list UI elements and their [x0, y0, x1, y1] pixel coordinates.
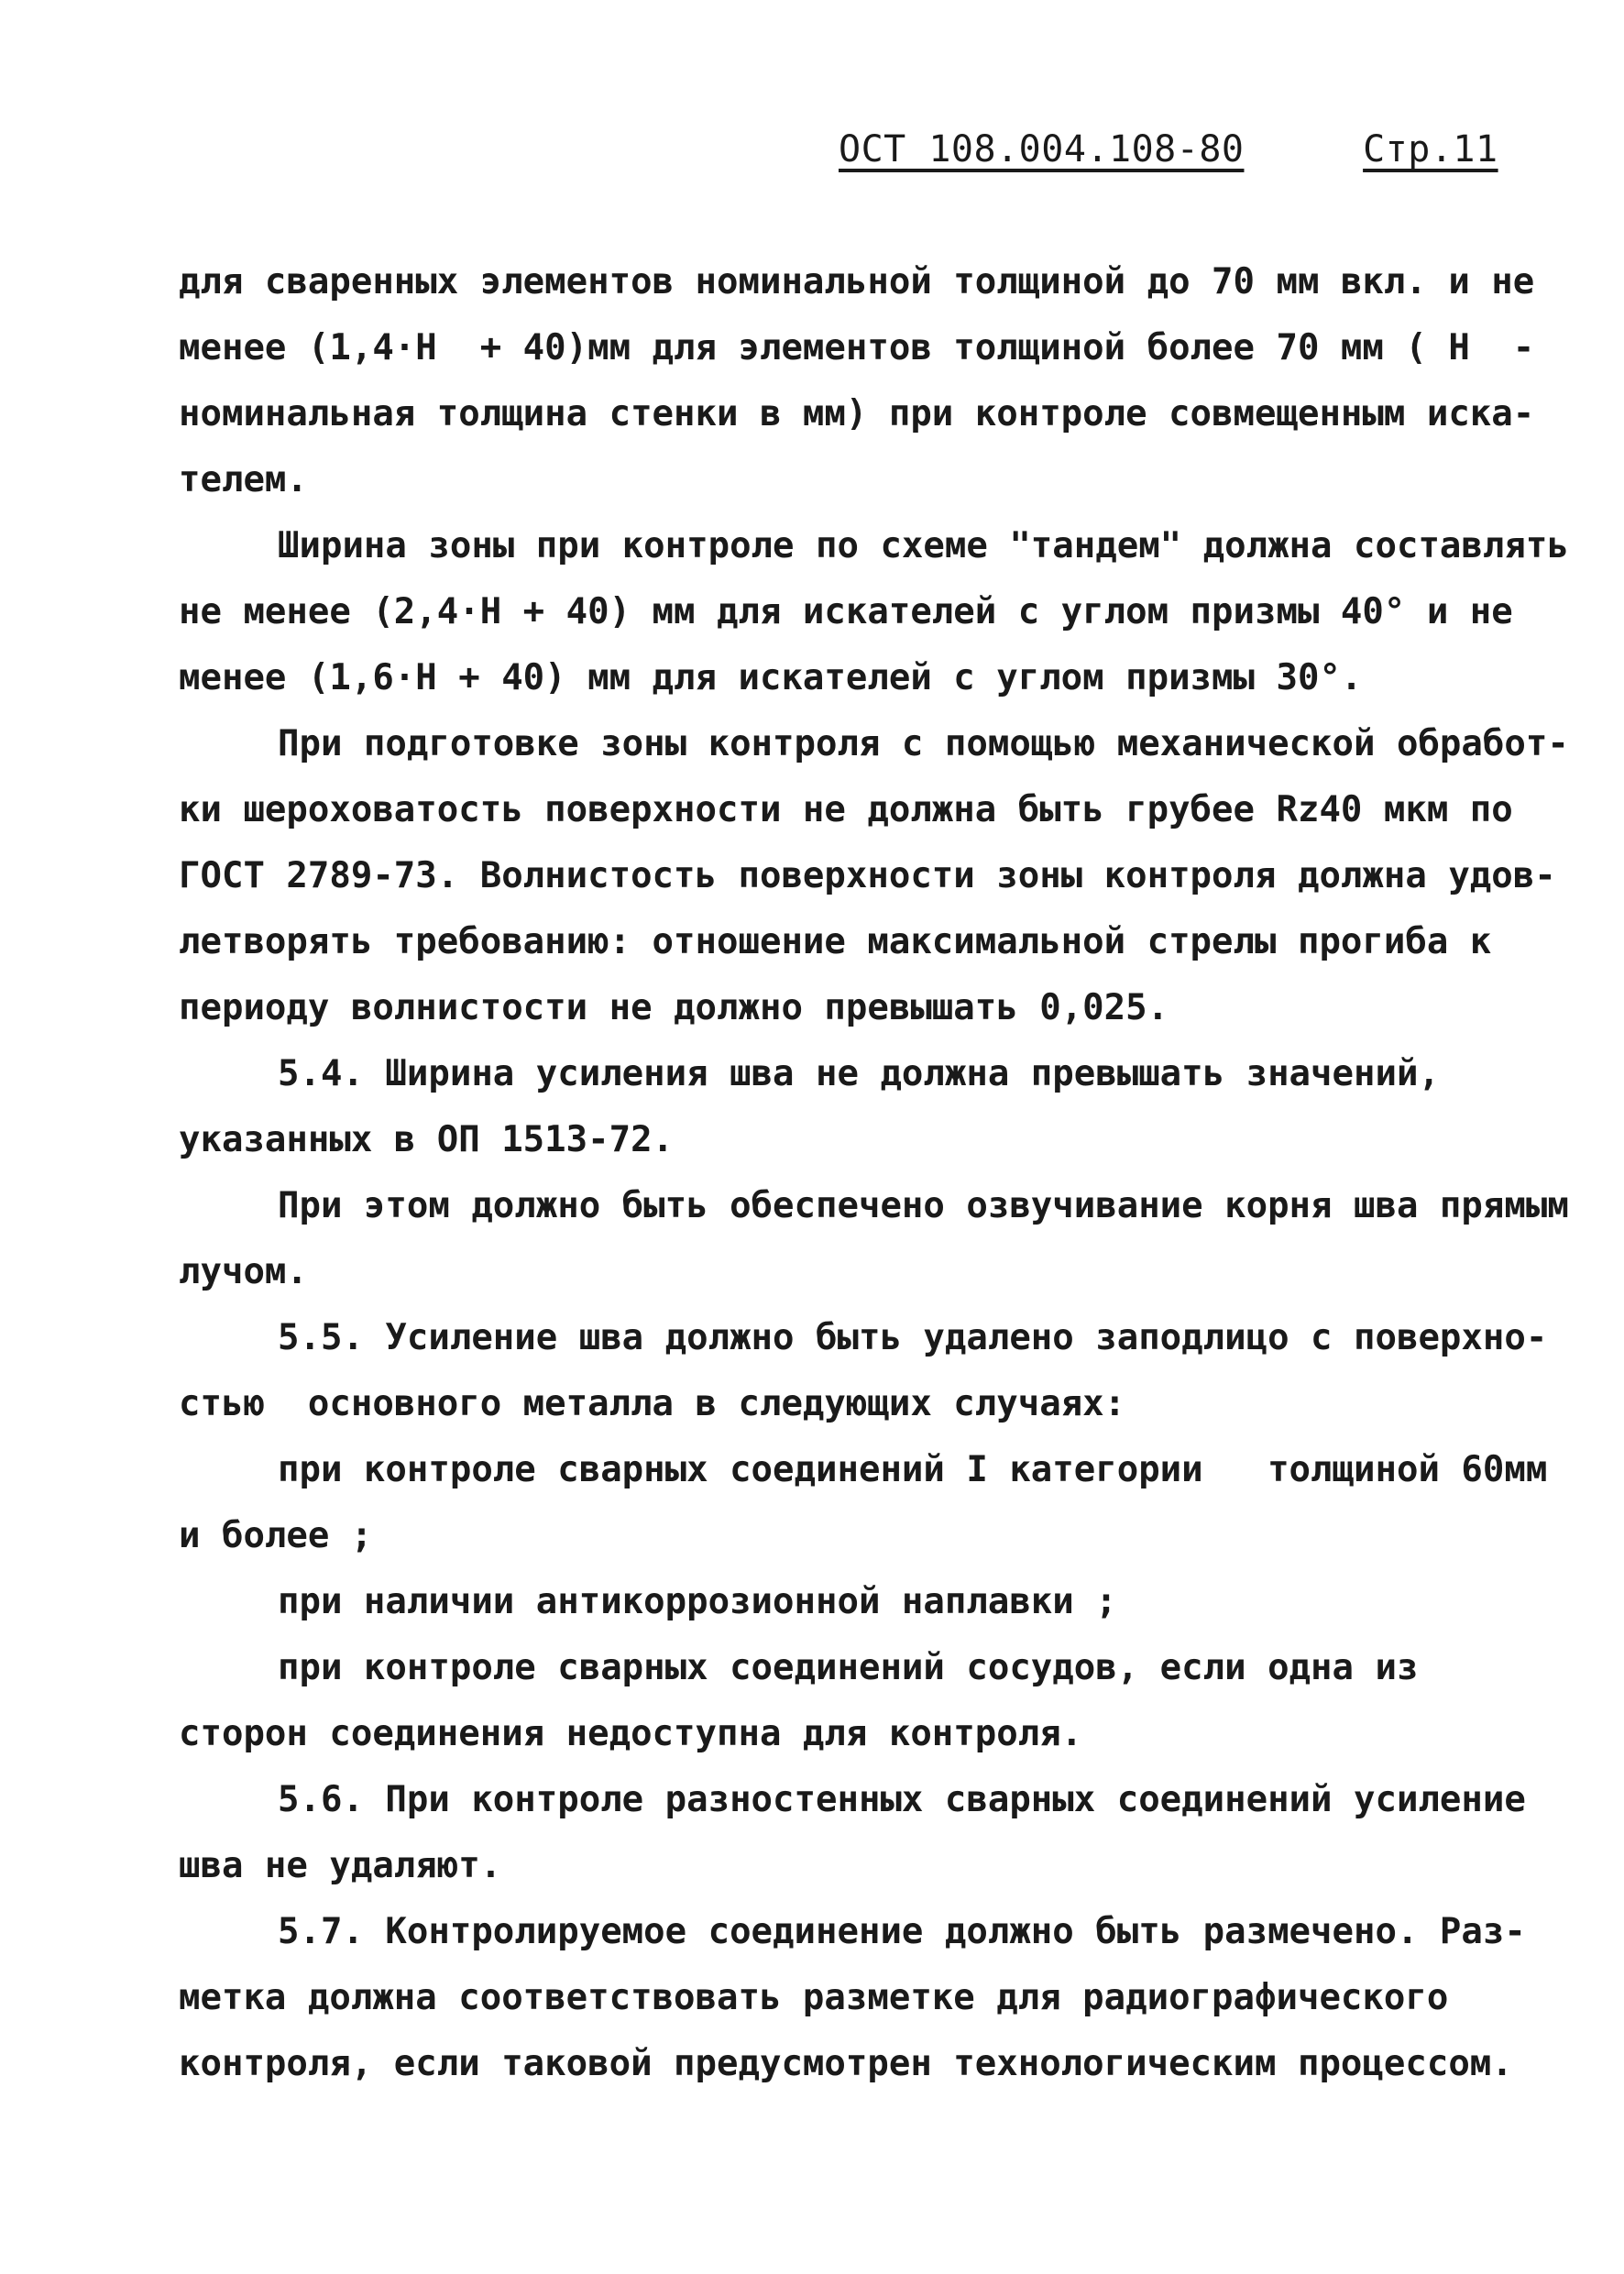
- document-number: ОСТ 108.004.108-80: [839, 128, 1245, 170]
- text-line: менее (1,6·Н + 40) мм для искателей с углом призмы 30°.: [179, 657, 1363, 698]
- text-line: Ширина зоны при контроле по схеме "тандем" должна составлять: [278, 525, 1569, 566]
- document-body: [179, 249, 1569, 2097]
- text-line: 5.4. Ширина усиления шва не должна превышать значений,: [278, 1053, 1440, 1094]
- text-line: и более ;: [179, 1515, 373, 1556]
- text-line: при контроле сварных соединений сосудов, если одна из: [278, 1647, 1419, 1688]
- text-line: стью основного металла в следующих случаях:: [179, 1383, 1126, 1424]
- text-line: ГОСТ 2789-73. Волнистость поверхности зоны контроля должна удов-: [179, 855, 1556, 896]
- text-line: сторон соединения недоступна для контроля.: [179, 1713, 1083, 1754]
- text-line: номинальная толщина стенки в мм) при контроле совмещенным иска-: [179, 393, 1535, 434]
- text-line: шва не удаляют.: [179, 1845, 502, 1886]
- text-line: летворять требованию: отношение максимальной стрелы прогиба к: [179, 921, 1492, 962]
- text-line: ки шероховатость поверхности не должна быть грубее Rz40 мкм по: [179, 789, 1513, 830]
- text-line: 5.5. Усиление шва должно быть удалено заподлицо с поверхно-: [278, 1317, 1548, 1358]
- text-line: При подготовке зоны контроля с помощью механической обработ-: [278, 723, 1569, 764]
- text-line: периоду волнистости не должно превышать 0,025.: [179, 987, 1169, 1028]
- text-line: лучом.: [179, 1251, 308, 1292]
- text-line: для сваренных элементов номинальной толщиной до 70 мм вкл. и не: [179, 261, 1535, 302]
- text-line: 5.6. При контроле разностенных сварных соединений усиление: [278, 1779, 1526, 1820]
- text-line: При этом должно быть обеспечено озвучивание корня шва прямым: [278, 1185, 1569, 1226]
- text-line: контроля, если таковой предусмотрен технологическим процессом.: [179, 2043, 1513, 2084]
- text-line: метка должна соответствовать разметке для радиографического: [179, 1977, 1449, 2018]
- text-line: 5.7. Контролируемое соединение должно быть размечено. Раз-: [278, 1911, 1526, 1952]
- text-line: не менее (2,4·Н + 40) мм для искателей с углом призмы 40° и не: [179, 591, 1513, 632]
- page-header: [839, 128, 1498, 170]
- text-line: телем.: [179, 459, 308, 500]
- text-line: при контроле сварных соединений I категории толщиной 60мм: [278, 1449, 1548, 1490]
- page-number: Стр.11: [1363, 128, 1498, 170]
- text-line: менее (1,4·Н + 40)мм для элементов толщиной более 70 мм ( Н -: [179, 327, 1535, 368]
- text-line: при наличии антикоррозионной наплавки ;: [278, 1581, 1117, 1622]
- text-line: указанных в ОП 1513-72.: [179, 1119, 675, 1160]
